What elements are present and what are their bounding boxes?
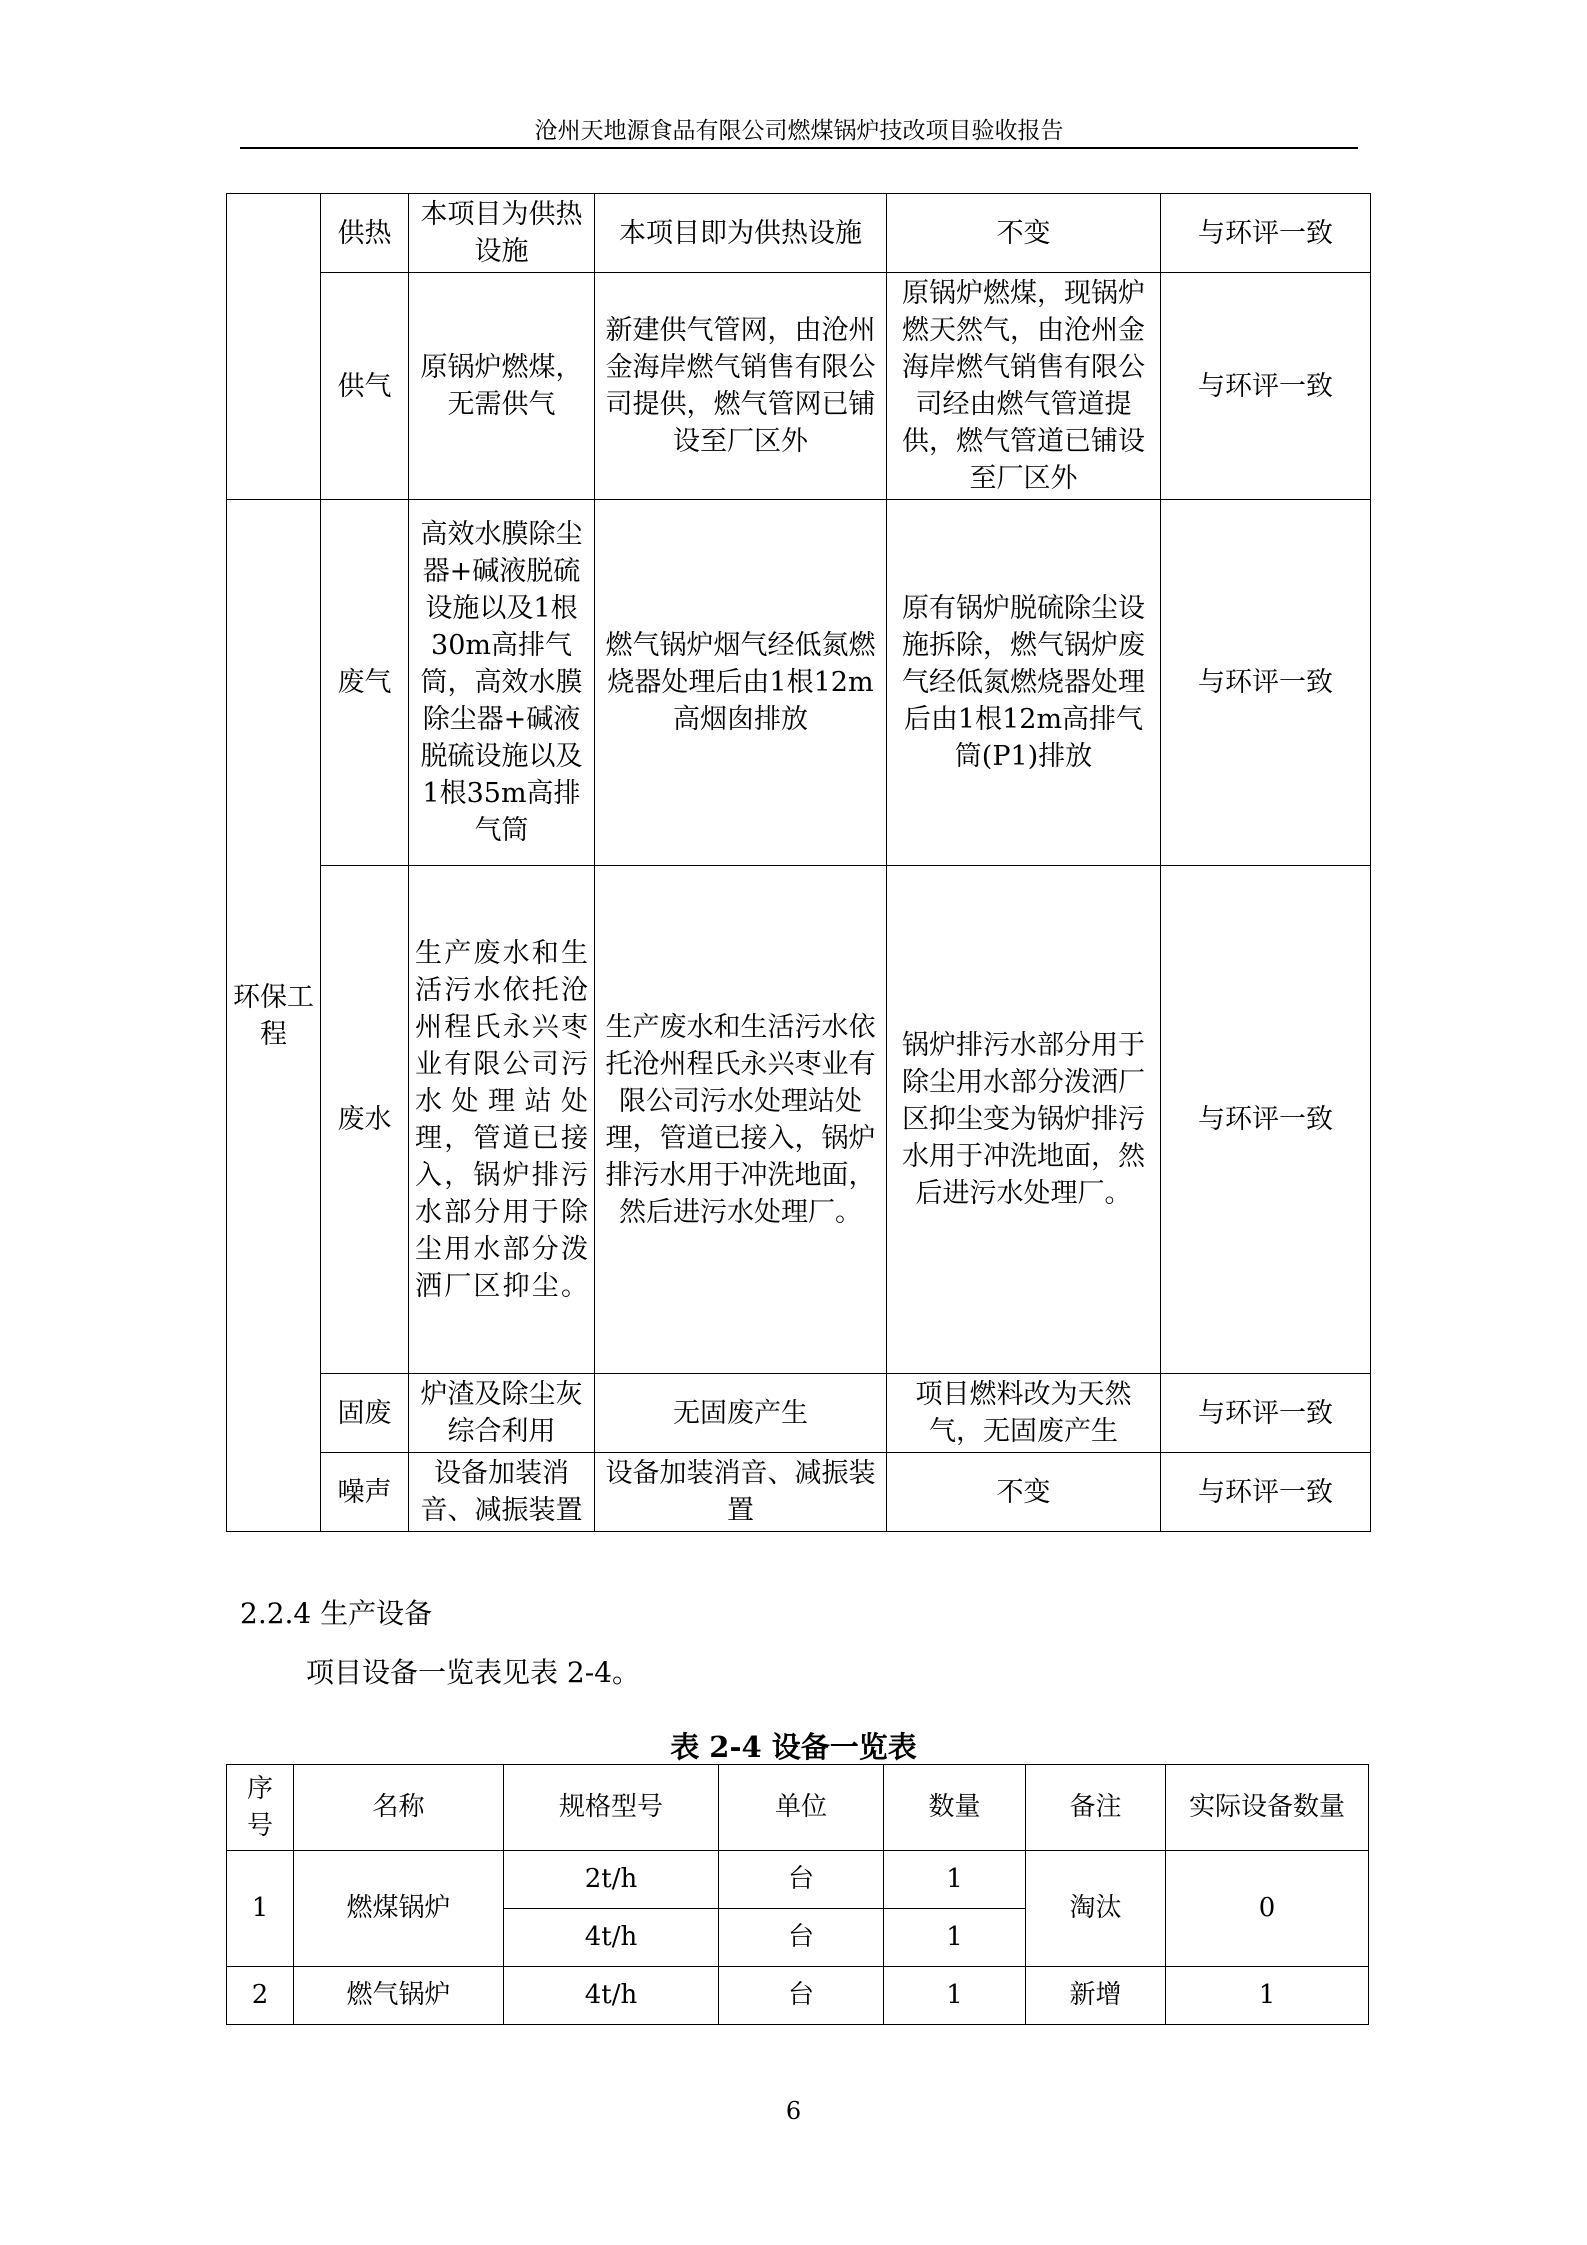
eia-cell: 设备加装消音、减振装置 [409, 1453, 595, 1532]
header-cell: 备注 [1026, 1765, 1166, 1851]
actual-cell: 设备加装消音、减振装置 [595, 1453, 887, 1532]
qty-cell: 1 [884, 1909, 1026, 1967]
running-header: 沧州天地源食品有限公司燃煤锅炉技改项目验收报告 [534, 118, 1064, 144]
eia-cell: 本项目为供热设施 [409, 194, 595, 273]
change-cell: 不变 [887, 1453, 1161, 1532]
table-row [227, 1374, 1371, 1453]
unit-cell: 台 [719, 1909, 884, 1967]
verdict-cell: 与环评一致 [1161, 500, 1371, 866]
verdict-cell: 与环评一致 [1161, 273, 1371, 500]
header-cell: 名称 [294, 1765, 504, 1851]
group-cell-env: 环保工程 [227, 500, 321, 1532]
eia-cell: 炉渣及除尘灰综合利用 [409, 1374, 595, 1453]
header-cell: 规格型号 [504, 1765, 719, 1851]
group-cell-blank [227, 194, 321, 500]
table-row [227, 1453, 1371, 1532]
category-cell: 供热 [321, 194, 409, 273]
table-row [227, 1851, 1369, 1909]
category-cell: 供气 [321, 273, 409, 500]
verdict-cell: 与环评一致 [1161, 1374, 1371, 1453]
name-cell: 燃气锅炉 [294, 1967, 504, 2025]
table-row [227, 273, 1371, 500]
table-row [227, 1967, 1369, 2025]
actual-cell: 燃气锅炉烟气经低氮燃烧器处理后由1根12m高烟囱排放 [595, 500, 887, 866]
table-caption: 表 2-4 设备一览表 [670, 1730, 917, 1764]
header-cell: 数量 [884, 1765, 1026, 1851]
change-cell: 不变 [887, 194, 1161, 273]
no-cell: 1 [227, 1851, 294, 1967]
section-intro: 项目设备一览表见表 2-4。 [306, 1656, 640, 1689]
no-cell: 2 [227, 1967, 294, 2025]
section-heading: 2.2.4 生产设备 [240, 1597, 433, 1630]
actual-cell: 新建供气管网，由沧州金海岸燃气销售有限公司提供，燃气管网已铺设至厂区外 [595, 273, 887, 500]
verdict-cell: 与环评一致 [1161, 1453, 1371, 1532]
verdict-cell: 与环评一致 [1161, 866, 1371, 1374]
header-cell: 实际设备数量 [1166, 1765, 1369, 1851]
header-cell: 序号 [227, 1765, 294, 1851]
change-cell: 项目燃料改为天然气，无固废产生 [887, 1374, 1161, 1453]
spec-cell: 4t/h [504, 1909, 719, 1967]
change-cell: 原有锅炉脱硫除尘设施拆除，燃气锅炉废气经低氮燃烧器处理后由1根12m高排气筒(P1)排放 [887, 500, 1161, 866]
note-cell: 淘汰 [1026, 1851, 1166, 1967]
environmental-comparison-table [226, 193, 1371, 1532]
eia-cell: 原锅炉燃煤，无需供气 [409, 273, 595, 500]
unit-cell: 台 [719, 1851, 884, 1909]
table-header-row [227, 1765, 1369, 1851]
table-row [227, 194, 1371, 273]
actual-qty-cell: 0 [1166, 1851, 1369, 1967]
header-cell: 单位 [719, 1765, 884, 1851]
actual-cell: 无固废产生 [595, 1374, 887, 1453]
actual-qty-cell: 1 [1166, 1967, 1369, 2025]
qty-cell: 1 [884, 1851, 1026, 1909]
name-cell: 燃煤锅炉 [294, 1851, 504, 1967]
category-cell: 废气 [321, 500, 409, 866]
change-cell: 锅炉排污水部分用于除尘用水部分泼洒厂区抑尘变为锅炉排污水用于冲洗地面，然后进污水处理厂。 [887, 866, 1161, 1374]
unit-cell: 台 [719, 1967, 884, 2025]
table-row [227, 500, 1371, 866]
table-row [227, 866, 1371, 1374]
verdict-cell: 与环评一致 [1161, 194, 1371, 273]
spec-cell: 2t/h [504, 1851, 719, 1909]
equipment-table [226, 1764, 1369, 2025]
page-number: 6 [785, 2097, 802, 2125]
note-cell: 新增 [1026, 1967, 1166, 2025]
category-cell: 废水 [321, 866, 409, 1374]
category-cell: 噪声 [321, 1453, 409, 1532]
header-rule [240, 147, 1358, 149]
spec-cell: 4t/h [504, 1967, 719, 2025]
eia-cell: 高效水膜除尘器+碱液脱硫设施以及1根30m高排气筒，高效水膜除尘器+碱液脱硫设施以及1根35m高排气筒 [409, 500, 595, 866]
category-cell: 固废 [321, 1374, 409, 1453]
actual-cell: 生产废水和生活污水依托沧州程氏永兴枣业有限公司污水处理站处理，管道已接入，锅炉排污水用于冲洗地面，然后进污水处理厂。 [595, 866, 887, 1374]
eia-cell: 生产废水和生活污水依托沧州程氏永兴枣业有限公司污水处理站处理，管道已接入，锅炉排污水部分用于除尘用水部分泼洒厂区抑尘。 [409, 866, 595, 1374]
change-cell: 原锅炉燃煤，现锅炉燃天然气，由沧州金海岸燃气销售有限公司经由燃气管道提供，燃气管道已铺设至厂区外 [887, 273, 1161, 500]
qty-cell: 1 [884, 1967, 1026, 2025]
actual-cell: 本项目即为供热设施 [595, 194, 887, 273]
